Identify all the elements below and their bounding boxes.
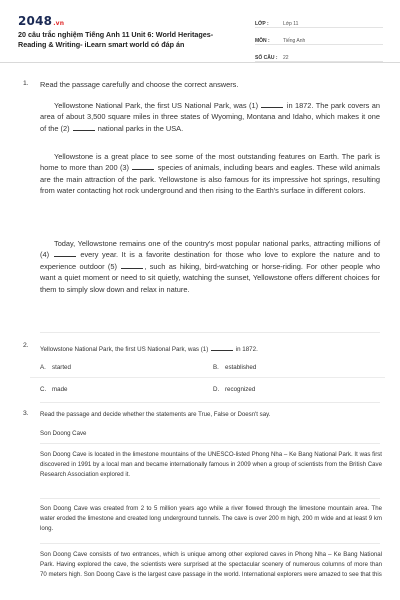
- answer-blank: [73, 123, 95, 131]
- divider: [40, 332, 380, 333]
- question-3-number: 3.: [23, 410, 29, 417]
- cave-paragraph-2: Son Doong Cave was created from 2 to 5 million years ago while a river flowed through the limestone mountain area. The water eroded the limestone and created long underground tunnels. The cave is over 200 m high, 200 m wide and at least 9 km long.: [40, 505, 382, 533]
- answer-blank: [132, 162, 154, 170]
- option-text: started: [52, 364, 71, 371]
- meta-class-label: LỚP :: [255, 21, 269, 27]
- divider: [40, 443, 380, 444]
- option-text: recognized: [225, 386, 256, 393]
- passage-paragraph-3: [40, 238, 380, 295]
- passage-text: species of animals, including bears and eagles. These wild animals are the main attraction of the park. Yellowstone is also famous for its impressive hot springs, resulting from water contacting hot rock underground and then rising to the Earth's surface in different colors.: [40, 163, 380, 196]
- site-logo[interactable]: [18, 14, 64, 28]
- meta-subject-value: Tiếng Anh: [283, 38, 306, 44]
- meta-class-value: Lớp 11: [283, 21, 299, 27]
- passage-text: every year. It is a favorite destination for those who love to explore the nature and to experience outdoor (5): [40, 250, 380, 271]
- answer-blank: [211, 343, 233, 351]
- option-b[interactable]: [213, 364, 256, 371]
- answer-blank: [54, 249, 76, 257]
- option-text: made: [52, 386, 68, 393]
- meta-row-subject: [255, 30, 383, 45]
- divider: [40, 402, 380, 403]
- question-text: Yellowstone National Park, the first US National Park, was (1): [40, 346, 209, 353]
- answer-blank: [261, 100, 283, 108]
- logo-suffix: .vn: [53, 20, 65, 27]
- meta-count-value: 22: [283, 55, 289, 61]
- passage-title: Son Doong Cave: [40, 430, 87, 437]
- document-title: 20 câu trắc nghiệm Tiếng Anh 11 Unit 6: World Heritages- Reading & Writing- iLearn smart world có đáp án: [18, 30, 214, 49]
- cave-paragraph-1: Son Doong Cave is located in the limestone mountains of the UNESCO-listed Phong Nha – Ke Bang National Park. It was first discovered in 1991 by a local man and became internationally famous in 2009 when a group of scientists from the British Cave Research Association explored it.: [40, 451, 382, 479]
- option-letter: D.: [213, 386, 220, 393]
- question-2-number: 2.: [23, 342, 29, 349]
- option-letter: A.: [40, 364, 46, 371]
- passage-text: national parks in the USA.: [97, 123, 184, 133]
- cave-paragraph-3: Son Doong Cave consists of two entrances, which is unique among other explored caves in Phong Nha – Ke Bang National Park. Having explored the cave, the scientists were surprised at the spectacular scenery of numerous columns of more than 70 meters high. Son Doong Cave is the largest cave passage in the world. International explorers were amazed to see that this: [40, 551, 382, 579]
- meta-row-count: [255, 47, 383, 62]
- answer-blank: [121, 261, 143, 269]
- question-2-text: [40, 343, 258, 353]
- option-c[interactable]: [40, 386, 67, 393]
- passage-paragraph-1: [40, 100, 380, 134]
- passage-text: , such as hiking, bird-watching or horse-riding. For other people who want a quiet moment or need to sit quietly, watching the sunset, Yellowstone offers different choices for them to simply slow down and relax in nature.: [40, 261, 380, 294]
- passage-text: Yellowstone National Park, the first US National Park, was (1): [54, 101, 259, 110]
- document-meta: [255, 13, 383, 64]
- logo-text: 2048: [18, 14, 53, 28]
- passage-text: Yellowstone is a great place to see some of the most outstanding features on Earth. The park is home to more than 200 (3): [40, 152, 380, 173]
- question-1-instruction: Read the passage carefully and choose the correct answers.: [40, 80, 239, 89]
- option-text: established: [225, 364, 257, 371]
- passage-paragraph-2: [40, 151, 380, 197]
- question-1-number: 1.: [23, 80, 29, 87]
- meta-count-label: SỐ CÂU :: [255, 55, 278, 61]
- option-letter: B.: [213, 364, 219, 371]
- question-text: in 1872.: [235, 346, 258, 353]
- divider: [30, 377, 385, 378]
- question-3-instruction: Read the passage and decide whether the statements are True, False or Doesn't say.: [40, 411, 271, 418]
- option-letter: C.: [40, 386, 47, 393]
- option-d[interactable]: [213, 386, 255, 393]
- passage-text: in 1872. The park covers an area of about 3,500 square miles in three states of Wyoming, Montana and Idaho, which makes it one of the (2): [40, 101, 380, 133]
- option-a[interactable]: [40, 364, 71, 371]
- meta-row-class: [255, 13, 383, 28]
- divider: [40, 543, 380, 544]
- page-header: [0, 0, 400, 63]
- passage-text: Today, Yellowstone remains one of the country's most popular national parks, attracting millions of (4): [40, 239, 380, 260]
- divider: [40, 498, 380, 499]
- meta-subject-label: MÔN :: [255, 38, 270, 44]
